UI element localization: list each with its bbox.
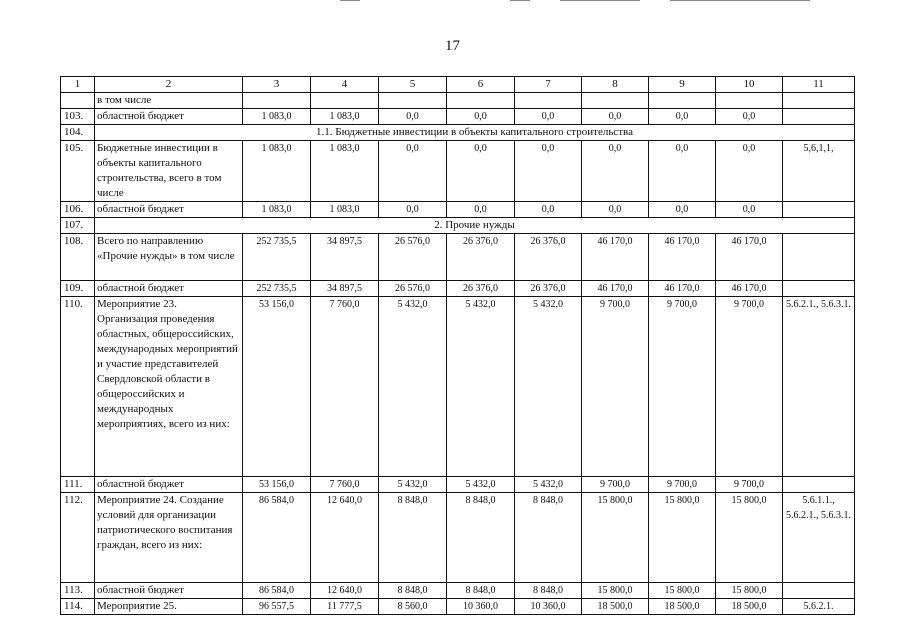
value-cell: 9 700,0 — [649, 477, 716, 493]
column-header: 7 — [515, 77, 582, 93]
column-header: 8 — [582, 77, 649, 93]
value-cell: 0,0 — [515, 141, 582, 202]
value-cell: 0,0 — [582, 141, 649, 202]
row-number: 110. — [61, 297, 95, 477]
row-name: областной бюджет — [95, 109, 243, 125]
row-name: Мероприятие 25. — [95, 599, 243, 615]
table-header-row — [61, 77, 855, 93]
row-number: 103. — [61, 109, 95, 125]
value-cell: 0,0 — [515, 109, 582, 125]
target-code-cell: 5.6.2.1., 5.6.3.1. — [783, 297, 855, 477]
row-name: Всего по направлению «Прочие нужды» в том числе — [95, 234, 243, 281]
section-title: 2. Прочие нужды — [95, 218, 855, 234]
value-cell: 18 500,0 — [716, 599, 783, 615]
row-name: областной бюджет — [95, 202, 243, 218]
value-cell: 53 156,0 — [243, 297, 311, 477]
value-cell: 18 500,0 — [649, 599, 716, 615]
value-cell: 26 576,0 — [379, 281, 447, 297]
scan-marks — [330, 0, 810, 2]
value-cell: 86 584,0 — [243, 583, 311, 599]
value-cell: 9 700,0 — [649, 297, 716, 477]
table-row — [61, 93, 855, 109]
value-cell: 46 170,0 — [716, 281, 783, 297]
value-cell: 7 760,0 — [311, 297, 379, 477]
value-cell: 26 376,0 — [447, 234, 515, 281]
value-cell: 10 360,0 — [447, 599, 515, 615]
table-row — [61, 202, 855, 218]
value-cell: 0,0 — [649, 202, 716, 218]
value-cell: 9 700,0 — [716, 297, 783, 477]
value-cell: 86 584,0 — [243, 493, 311, 583]
table-row — [61, 109, 855, 125]
value-cell: 46 170,0 — [649, 234, 716, 281]
column-header: 1 — [61, 77, 95, 93]
column-header: 4 — [311, 77, 379, 93]
value-cell: 0,0 — [716, 109, 783, 125]
value-cell: 46 170,0 — [716, 234, 783, 281]
row-name: Мероприятие 23. Организация проведения областных, общероссийских, международных мероприятий и участие представителей Свердловской области в общероссийских и международных мероприятиях, всего из них: — [95, 297, 243, 477]
value-cell: 15 800,0 — [649, 493, 716, 583]
row-number: 107. — [61, 218, 95, 234]
empty-cell — [716, 93, 783, 109]
column-header: 2 — [95, 77, 243, 93]
target-code-cell — [783, 202, 855, 218]
target-code-cell — [783, 234, 855, 281]
row-name: областной бюджет — [95, 281, 243, 297]
value-cell: 11 777,5 — [311, 599, 379, 615]
value-cell: 26 376,0 — [515, 234, 582, 281]
row-number: 112. — [61, 493, 95, 583]
value-cell: 0,0 — [447, 109, 515, 125]
target-code-cell — [783, 477, 855, 493]
value-cell: 1 083,0 — [243, 109, 311, 125]
target-code-cell: 5.6.2.1. — [783, 599, 855, 615]
row-number: 106. — [61, 202, 95, 218]
value-cell: 0,0 — [716, 141, 783, 202]
value-cell: 0,0 — [379, 202, 447, 218]
row-name: Мероприятие 24. Создание условий для организации патриотического воспитания граждан, всего из них: — [95, 493, 243, 583]
table-row — [61, 477, 855, 493]
value-cell: 5 432,0 — [515, 297, 582, 477]
target-code-cell — [783, 281, 855, 297]
row-number: 111. — [61, 477, 95, 493]
value-cell: 15 800,0 — [582, 493, 649, 583]
value-cell: 5 432,0 — [515, 477, 582, 493]
value-cell: 0,0 — [379, 141, 447, 202]
table-row — [61, 281, 855, 297]
value-cell: 8 848,0 — [447, 493, 515, 583]
value-cell: 15 800,0 — [716, 493, 783, 583]
value-cell: 12 640,0 — [311, 493, 379, 583]
value-cell: 0,0 — [582, 202, 649, 218]
row-number: 114. — [61, 599, 95, 615]
value-cell: 0,0 — [649, 141, 716, 202]
row-number: 104. — [61, 125, 95, 141]
value-cell: 5 432,0 — [447, 477, 515, 493]
value-cell: 26 376,0 — [515, 281, 582, 297]
value-cell: 15 800,0 — [716, 583, 783, 599]
value-cell: 8 848,0 — [379, 583, 447, 599]
value-cell: 10 360,0 — [515, 599, 582, 615]
value-cell: 8 560,0 — [379, 599, 447, 615]
table-row — [61, 583, 855, 599]
table-row — [61, 493, 855, 583]
table-row — [61, 141, 855, 202]
value-cell: 46 170,0 — [582, 234, 649, 281]
empty-cell — [311, 93, 379, 109]
empty-cell — [783, 93, 855, 109]
value-cell: 12 640,0 — [311, 583, 379, 599]
table-row — [61, 297, 855, 477]
value-cell: 34 897,5 — [311, 234, 379, 281]
column-header: 11 — [783, 77, 855, 93]
value-cell: 0,0 — [447, 202, 515, 218]
empty-cell — [515, 93, 582, 109]
column-header: 6 — [447, 77, 515, 93]
value-cell: 5 432,0 — [379, 297, 447, 477]
table-row — [61, 125, 855, 141]
value-cell: 8 848,0 — [447, 583, 515, 599]
value-cell: 252 735,5 — [243, 281, 311, 297]
value-cell: 1 083,0 — [243, 141, 311, 202]
column-header: 9 — [649, 77, 716, 93]
row-number — [61, 93, 95, 109]
value-cell: 26 576,0 — [379, 234, 447, 281]
empty-cell — [243, 93, 311, 109]
empty-cell — [379, 93, 447, 109]
value-cell: 53 156,0 — [243, 477, 311, 493]
value-cell: 8 848,0 — [515, 493, 582, 583]
value-cell: 8 848,0 — [379, 493, 447, 583]
table-row — [61, 599, 855, 615]
value-cell: 96 557,5 — [243, 599, 311, 615]
row-number: 105. — [61, 141, 95, 202]
target-code-cell — [783, 109, 855, 125]
value-cell: 0,0 — [582, 109, 649, 125]
value-cell: 0,0 — [379, 109, 447, 125]
target-code-cell: 5.6.1.1., 5.6.2.1., 5.6.3.1. — [783, 493, 855, 583]
empty-cell — [582, 93, 649, 109]
table-row — [61, 218, 855, 234]
value-cell: 9 700,0 — [716, 477, 783, 493]
page-number: 17 — [445, 38, 460, 54]
value-cell: 18 500,0 — [582, 599, 649, 615]
value-cell: 0,0 — [515, 202, 582, 218]
column-header: 10 — [716, 77, 783, 93]
value-cell: 9 700,0 — [582, 477, 649, 493]
value-cell: 1 083,0 — [311, 141, 379, 202]
value-cell: 5 432,0 — [379, 477, 447, 493]
column-header: 3 — [243, 77, 311, 93]
value-cell: 5 432,0 — [447, 297, 515, 477]
target-code-cell — [783, 583, 855, 599]
section-title: 1.1. Бюджетные инвестиции в объекты капитального строительства — [95, 125, 855, 141]
row-number: 113. — [61, 583, 95, 599]
row-name: в том числе — [95, 93, 243, 109]
value-cell: 15 800,0 — [649, 583, 716, 599]
value-cell: 26 376,0 — [447, 281, 515, 297]
target-code-cell: 5,6,1,1, — [783, 141, 855, 202]
row-name: областной бюджет — [95, 477, 243, 493]
row-name: областной бюджет — [95, 583, 243, 599]
budget-table — [60, 76, 855, 615]
row-name: Бюджетные инвестиции в объекты капитального строительства, всего в том числе — [95, 141, 243, 202]
value-cell: 252 735,5 — [243, 234, 311, 281]
value-cell: 1 083,0 — [311, 109, 379, 125]
column-header: 5 — [379, 77, 447, 93]
value-cell: 46 170,0 — [582, 281, 649, 297]
value-cell: 9 700,0 — [582, 297, 649, 477]
empty-cell — [447, 93, 515, 109]
value-cell: 8 848,0 — [515, 583, 582, 599]
value-cell: 0,0 — [716, 202, 783, 218]
value-cell: 15 800,0 — [582, 583, 649, 599]
value-cell: 0,0 — [649, 109, 716, 125]
row-number: 109. — [61, 281, 95, 297]
table-row — [61, 234, 855, 281]
value-cell: 1 083,0 — [243, 202, 311, 218]
value-cell: 1 083,0 — [311, 202, 379, 218]
value-cell: 0,0 — [447, 141, 515, 202]
value-cell: 34 897,5 — [311, 281, 379, 297]
value-cell: 7 760,0 — [311, 477, 379, 493]
empty-cell — [649, 93, 716, 109]
value-cell: 46 170,0 — [649, 281, 716, 297]
row-number: 108. — [61, 234, 95, 281]
